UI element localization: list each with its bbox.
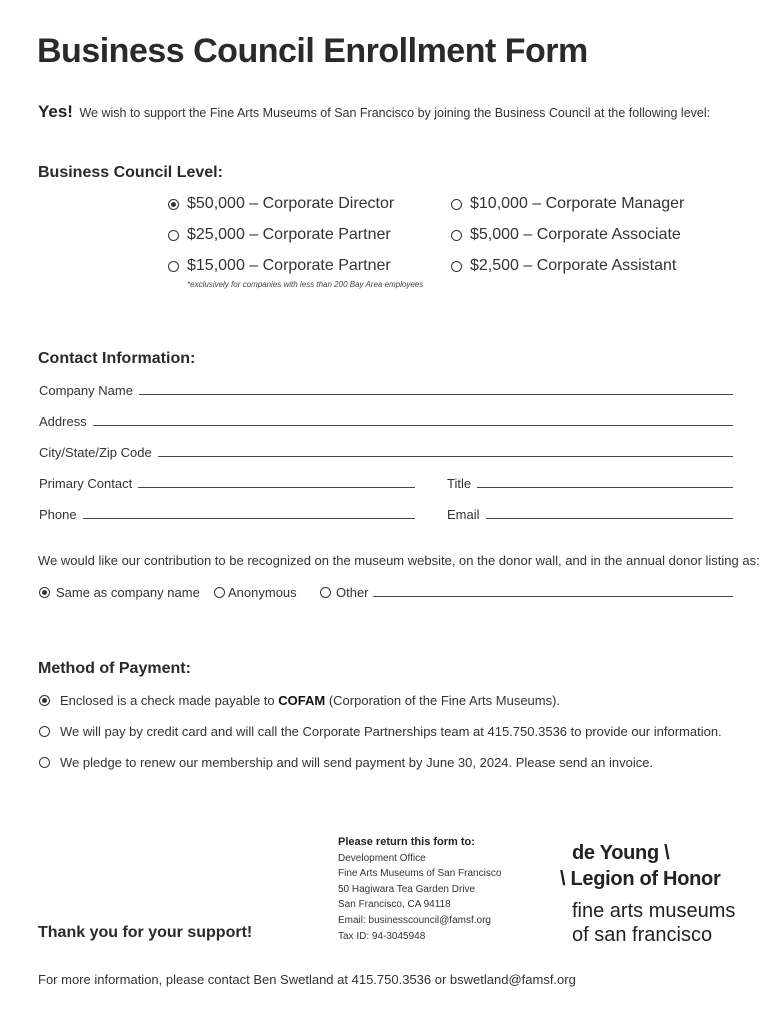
level-option-label: $10,000 – Corporate Manager bbox=[470, 195, 685, 212]
phone-line[interactable] bbox=[83, 518, 415, 519]
level-option-label: $15,000 – Corporate Partner bbox=[187, 257, 391, 274]
title-field[interactable] bbox=[447, 476, 733, 491]
level-option-15000[interactable] bbox=[168, 257, 391, 275]
email-field[interactable] bbox=[447, 507, 733, 522]
logo-line-3: fine arts museums bbox=[572, 900, 736, 922]
return-line: Fine Arts Museums of San Francisco bbox=[338, 868, 502, 880]
level-option-label: $5,000 – Corporate Associate bbox=[470, 226, 681, 243]
payment-credit-label: We will pay by credit card and will call the Corporate Partnerships team at 415.750.3536 to provide our information. bbox=[60, 724, 722, 739]
address-label: Address bbox=[39, 414, 87, 429]
footer-contact: For more information, please contact Ben Swetland at 415.750.3536 or bswetland@famsf.org bbox=[38, 972, 576, 987]
primary-contact-field[interactable] bbox=[39, 476, 415, 491]
recognition-anonymous-label: Anonymous bbox=[228, 585, 297, 600]
primary-contact-line[interactable] bbox=[138, 487, 415, 488]
phone-field[interactable] bbox=[39, 507, 415, 522]
payment-check-option[interactable] bbox=[39, 693, 560, 708]
level-option-50000[interactable] bbox=[168, 195, 394, 213]
title-label: Title bbox=[447, 476, 472, 491]
radio-selected-icon[interactable] bbox=[39, 695, 50, 706]
radio-icon[interactable] bbox=[451, 199, 462, 210]
payment-pledge-label: We pledge to renew our membership and will send payment by June 30, 2024. Please send an invoice. bbox=[60, 755, 654, 770]
form-title: Business Council Enrollment Form bbox=[37, 32, 588, 70]
logo-line-4: of san francisco bbox=[572, 924, 713, 946]
recognition-other-line[interactable] bbox=[373, 596, 733, 597]
level-option-label: $2,500 – Corporate Assistant bbox=[470, 257, 677, 274]
return-line: Tax ID: 94-3045948 bbox=[338, 930, 426, 942]
payment-check-post: (Corporation of the Fine Arts Museums). bbox=[328, 693, 561, 708]
level-option-label: $50,000 – Corporate Director bbox=[187, 195, 395, 212]
company-name-field[interactable] bbox=[39, 383, 733, 398]
recognition-text: We would like our contribution to be recognized on the museum website, on the donor wall, and in the annual donor listing as: bbox=[38, 553, 760, 568]
payment-check-payee: COFAM bbox=[278, 693, 326, 708]
intro-body: We wish to support the Fine Arts Museums of San Francisco by joining the Business Council at the following level: bbox=[79, 106, 711, 120]
radio-icon[interactable] bbox=[451, 261, 462, 272]
payment-check-pre: Enclosed is a check made payable to bbox=[60, 693, 275, 708]
address-field[interactable] bbox=[39, 414, 733, 429]
company-name-label: Company Name bbox=[39, 383, 133, 398]
city-state-zip-line[interactable] bbox=[158, 456, 733, 457]
level-note: *exclusively for companies with less than 200 Bay Area employees bbox=[187, 280, 424, 289]
recognition-other-option[interactable] bbox=[320, 585, 369, 600]
museum-logo bbox=[560, 842, 735, 947]
recognition-anonymous-option[interactable] bbox=[214, 585, 297, 600]
level-option-5000[interactable] bbox=[451, 226, 681, 244]
radio-icon[interactable] bbox=[39, 726, 50, 737]
primary-contact-label: Primary Contact bbox=[39, 476, 133, 491]
return-line: San Francisco, CA 94118 bbox=[338, 899, 451, 911]
payment-check-label bbox=[60, 693, 560, 708]
radio-icon[interactable] bbox=[168, 230, 179, 241]
email-label: Email bbox=[447, 507, 480, 522]
radio-selected-icon[interactable] bbox=[168, 199, 179, 210]
radio-icon[interactable] bbox=[168, 261, 179, 272]
payment-heading: Method of Payment: bbox=[38, 660, 191, 677]
phone-label: Phone bbox=[39, 507, 77, 522]
return-line: 50 Hagiwara Tea Garden Drive bbox=[338, 883, 476, 895]
level-heading: Business Council Level: bbox=[38, 164, 223, 181]
payment-credit-option[interactable] bbox=[39, 724, 722, 739]
logo-line-fine-arts bbox=[560, 899, 735, 947]
address-line[interactable] bbox=[93, 425, 733, 426]
title-line[interactable] bbox=[477, 487, 733, 488]
level-option-25000[interactable] bbox=[168, 226, 391, 244]
logo-line-de-young: de Young \ bbox=[572, 842, 670, 864]
city-state-zip-field[interactable] bbox=[39, 445, 733, 460]
radio-icon[interactable] bbox=[214, 587, 225, 598]
return-line: Development Office bbox=[338, 852, 426, 864]
return-address-block bbox=[338, 835, 501, 944]
company-name-line[interactable] bbox=[139, 394, 733, 395]
intro-yes: Yes! bbox=[38, 102, 73, 121]
level-option-label: $25,000 – Corporate Partner bbox=[187, 226, 391, 243]
recognition-other-label: Other bbox=[336, 585, 369, 600]
email-line[interactable] bbox=[486, 518, 733, 519]
logo-line-legion: \ Legion of Honor bbox=[560, 868, 721, 890]
radio-icon[interactable] bbox=[39, 757, 50, 768]
radio-icon[interactable] bbox=[320, 587, 331, 598]
recognition-same-label: Same as company name bbox=[56, 585, 200, 600]
level-option-2500[interactable] bbox=[451, 257, 676, 275]
radio-selected-icon[interactable] bbox=[39, 587, 50, 598]
intro-text bbox=[38, 102, 710, 122]
city-state-zip-label: City/State/Zip Code bbox=[39, 445, 152, 460]
return-heading: Please return this form to: bbox=[338, 836, 475, 848]
radio-icon[interactable] bbox=[451, 230, 462, 241]
return-line: Email: businesscouncil@famsf.org bbox=[338, 914, 491, 926]
contact-heading: Contact Information: bbox=[38, 350, 196, 367]
level-option-10000[interactable] bbox=[451, 195, 684, 213]
thank-you-text: Thank you for your support! bbox=[38, 924, 253, 941]
recognition-same-option[interactable] bbox=[39, 585, 200, 600]
payment-pledge-option[interactable] bbox=[39, 755, 653, 770]
